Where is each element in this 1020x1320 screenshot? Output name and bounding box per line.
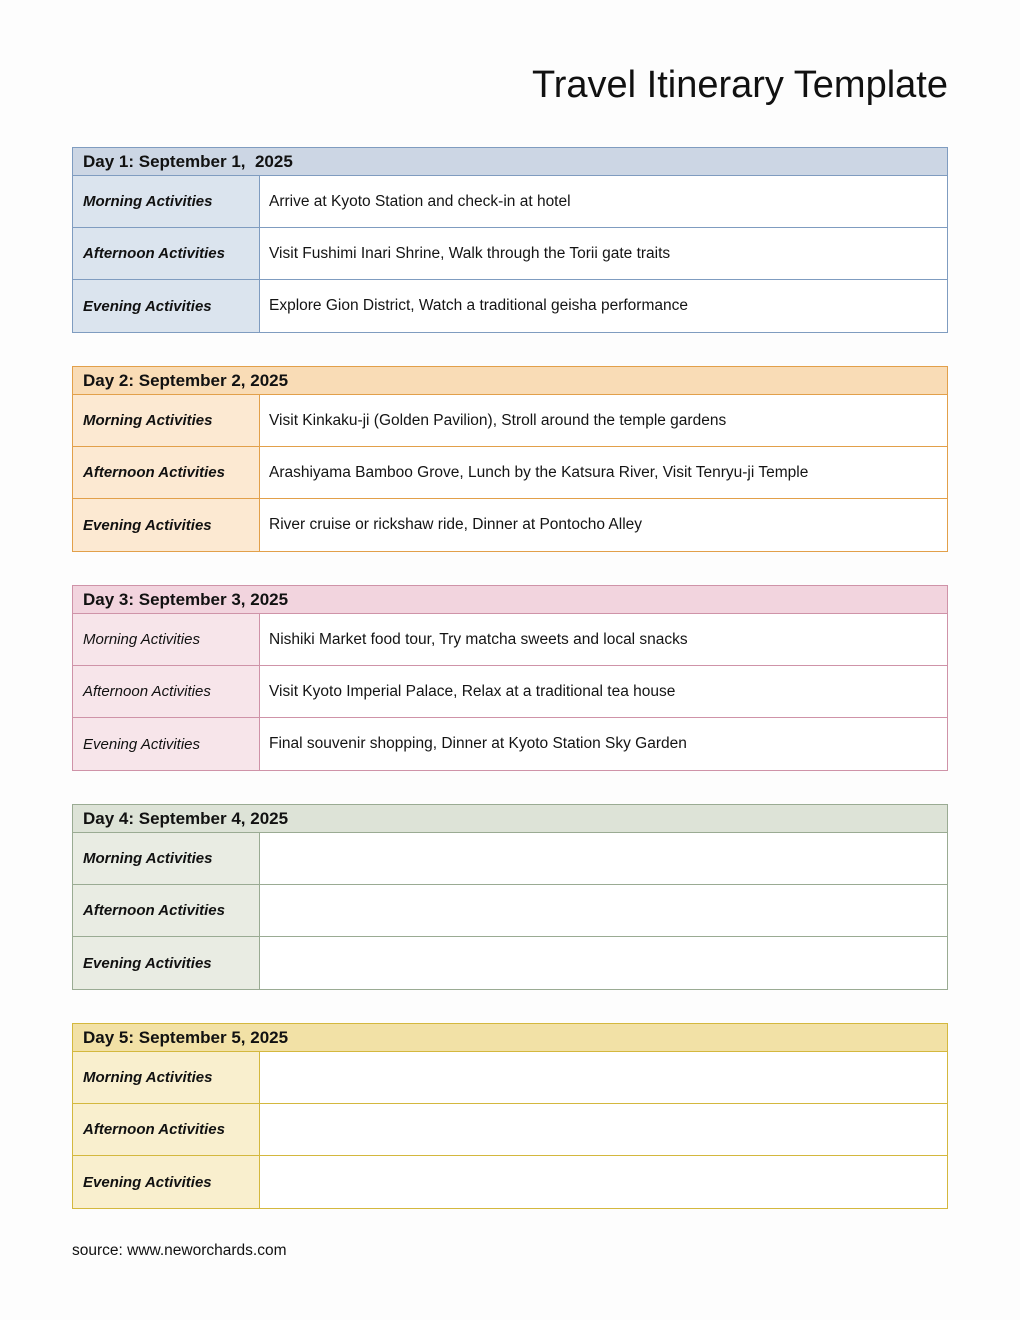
- table-row: [73, 1052, 947, 1104]
- day-3-header: Day 3: September 3, 2025: [73, 586, 947, 614]
- activity-value: Visit Fushimi Inari Shrine, Walk through the Torii gate traits: [260, 228, 947, 279]
- day-3-table: [72, 585, 948, 771]
- activity-value: Visit Kinkaku-ji (Golden Pavilion), Stroll around the temple gardens: [260, 395, 947, 446]
- activity-value-empty: [260, 1052, 947, 1103]
- period-label-morning: Morning Activities: [73, 395, 260, 446]
- activity-value: Nishiki Market food tour, Try matcha sweets and local snacks: [260, 614, 947, 665]
- period-label-afternoon: Afternoon Activities: [73, 1104, 260, 1155]
- day-4-table: [72, 804, 948, 990]
- page-title: Travel Itinerary Template: [531, 64, 948, 106]
- table-row: [73, 395, 947, 447]
- table-row: [73, 1104, 947, 1156]
- period-label-afternoon: Afternoon Activities: [73, 885, 260, 936]
- activity-value-empty: [260, 1156, 947, 1208]
- period-label-afternoon: Afternoon Activities: [73, 447, 260, 498]
- table-row: [73, 885, 947, 937]
- period-label-morning: Morning Activities: [73, 833, 260, 884]
- day-1-header: Day 1: September 1, 2025: [73, 148, 947, 176]
- table-row: [73, 718, 947, 770]
- period-label-evening: Evening Activities: [73, 937, 260, 989]
- table-row: [73, 1156, 947, 1208]
- period-label-evening: Evening Activities: [73, 499, 260, 551]
- table-row: [73, 499, 947, 551]
- period-label-morning: Morning Activities: [73, 176, 260, 227]
- period-label-morning: Morning Activities: [73, 1052, 260, 1103]
- period-label-afternoon: Afternoon Activities: [73, 666, 260, 717]
- activity-value-empty: [260, 885, 947, 936]
- day-4-header: Day 4: September 4, 2025: [73, 805, 947, 833]
- period-label-evening: Evening Activities: [73, 1156, 260, 1208]
- period-label-evening: Evening Activities: [73, 718, 260, 770]
- day-2-table: [72, 366, 948, 552]
- activity-value-empty: [260, 937, 947, 989]
- day-1-table: [72, 147, 948, 333]
- day-5-table: [72, 1023, 948, 1209]
- table-row: [73, 228, 947, 280]
- period-label-afternoon: Afternoon Activities: [73, 228, 260, 279]
- activity-value-empty: [260, 1104, 947, 1155]
- table-row: [73, 666, 947, 718]
- activity-value: Visit Kyoto Imperial Palace, Relax at a traditional tea house: [260, 666, 947, 717]
- table-row: [73, 614, 947, 666]
- activity-value-empty: [260, 833, 947, 884]
- day-5-header: Day 5: September 5, 2025: [73, 1024, 947, 1052]
- table-row: [73, 280, 947, 332]
- activity-value: Final souvenir shopping, Dinner at Kyoto Station Sky Garden: [260, 718, 947, 770]
- source-note: source: www.neworchards.com: [72, 1242, 287, 1259]
- day-2-header: Day 2: September 2, 2025: [73, 367, 947, 395]
- activity-value: River cruise or rickshaw ride, Dinner at Pontocho Alley: [260, 499, 947, 551]
- period-label-morning: Morning Activities: [73, 614, 260, 665]
- table-row: [73, 833, 947, 885]
- table-row: [73, 176, 947, 228]
- table-row: [73, 937, 947, 989]
- activity-value: Explore Gion District, Watch a traditional geisha performance: [260, 280, 947, 332]
- table-row: [73, 447, 947, 499]
- activity-value: Arashiyama Bamboo Grove, Lunch by the Katsura River, Visit Tenryu-ji Temple: [260, 447, 947, 498]
- period-label-evening: Evening Activities: [73, 280, 260, 332]
- activity-value: Arrive at Kyoto Station and check-in at hotel: [260, 176, 947, 227]
